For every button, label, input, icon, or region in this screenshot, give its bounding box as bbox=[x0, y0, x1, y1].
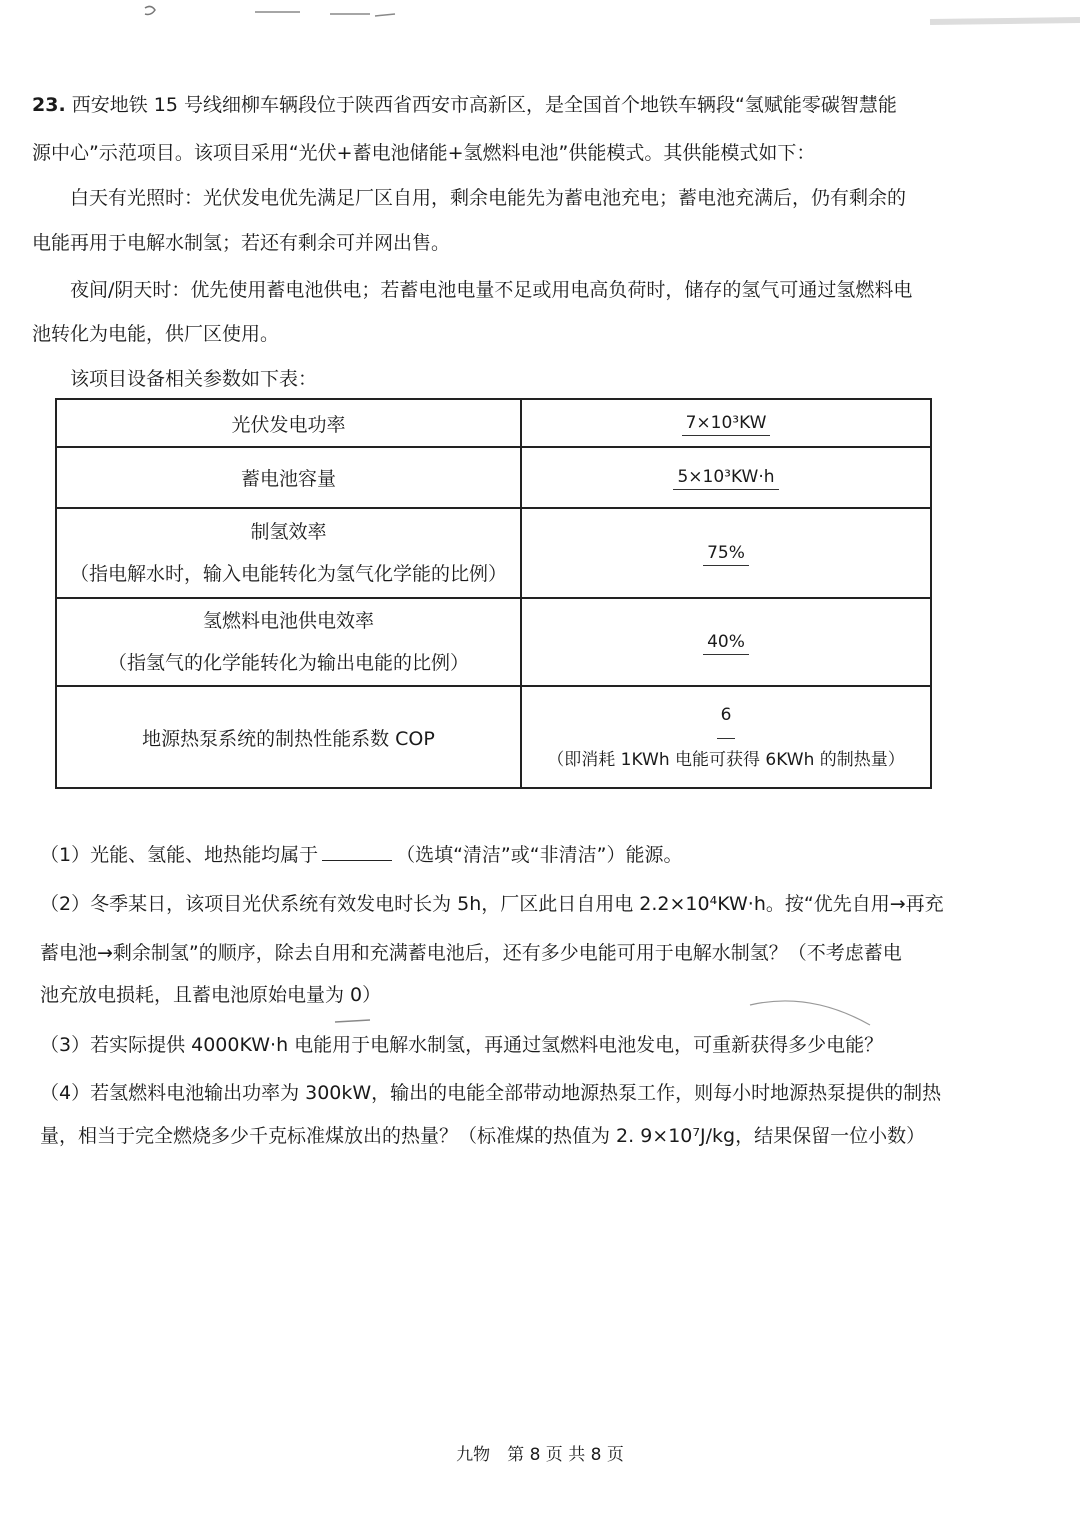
question-number: 23. bbox=[32, 94, 66, 116]
param-value: 7×10³KW bbox=[521, 399, 931, 447]
param-label: 氢燃料电池供电效率 （指氢气的化学能转化为输出电能的比例） bbox=[56, 598, 521, 686]
table-row bbox=[56, 399, 931, 447]
param-label: 制氢效率 （指电解水时，输入电能转化为氢气化学能的比例） bbox=[56, 508, 521, 598]
param-note: （指氢气的化学能转化为输出电能的比例） bbox=[107, 652, 469, 674]
table-row bbox=[56, 447, 931, 508]
night-line-2: 池转化为电能，供厂区使用。 bbox=[32, 323, 280, 345]
pen-mark bbox=[330, 1010, 380, 1030]
param-value: 40% bbox=[521, 598, 931, 686]
scan-edge-marks bbox=[0, 0, 1080, 30]
table-row bbox=[56, 686, 931, 788]
param-note: （指电解水时，输入电能转化为氢气化学能的比例） bbox=[69, 563, 507, 585]
page-footer: 九物 第 8 页 共 8 页 bbox=[456, 1445, 624, 1465]
intro-line-2: 源中心”示范项目。该项目采用“光伏+蓄电池储能+氢燃料电池”供能模式。其供能模式如下： bbox=[32, 142, 816, 164]
param-label: 蓄电池容量 bbox=[56, 447, 521, 508]
param-label: 光伏发电功率 bbox=[56, 399, 521, 447]
param-value-note: （即消耗 1KWh 电能可获得 6KWh 的制热量） bbox=[547, 750, 905, 770]
param-value: 6 （即消耗 1KWh 电能可获得 6KWh 的制热量） bbox=[521, 686, 931, 788]
subquestion-3: （3）若实际提供 4000KW·h 电能用于电解水制氢，再通过氢燃料电池发电，可重新获得多少电能？ bbox=[40, 1034, 884, 1056]
subquestion-2-line-1: （2）冬季某日，该项目光伏系统有效发电时长为 5h，厂区此日自用电 2.2×10⁴KW·h。按“优先自用→再充 bbox=[40, 893, 944, 915]
intro-line-1 bbox=[32, 93, 897, 117]
answer-blank[interactable] bbox=[322, 842, 392, 861]
pen-mark bbox=[740, 995, 880, 1035]
param-value: 75% bbox=[521, 508, 931, 598]
subquestion-2-line-3: 池充放电损耗，且蓄电池原始电量为 0） bbox=[40, 984, 382, 1006]
table-row bbox=[56, 598, 931, 686]
subquestion-1: （1）光能、氢能、地热能均属于 （选填“清洁”或“非清洁”）能源。 bbox=[40, 844, 683, 866]
param-value: 5×10³KW·h bbox=[521, 447, 931, 508]
daytime-line-1: 白天有光照时：光伏发电优先满足厂区自用，剩余电能先为蓄电池充电；蓄电池充满后，仍有剩余的 bbox=[70, 187, 907, 209]
intro-text-1: 西安地铁 15 号线细柳车辆段位于陕西省西安市高新区，是全国首个地铁车辆段“氢赋能零碳智慧能 bbox=[71, 94, 897, 116]
table-intro: 该项目设备相关参数如下表： bbox=[70, 368, 318, 390]
night-line-1: 夜间/阴天时：优先使用蓄电池供电；若蓄电池电量不足或用电高负荷时，储存的氢气可通过氢燃料电 bbox=[70, 279, 913, 301]
daytime-line-2: 电能再用于电解水制氢；若还有剩余可并网出售。 bbox=[32, 232, 451, 254]
subquestion-2-line-2: 蓄电池→剩余制氢”的顺序，除去自用和充满蓄电池后，还有多少电能可用于电解水制氢？（不考虑蓄电 bbox=[40, 942, 902, 964]
param-label: 地源热泵系统的制热性能系数 COP bbox=[56, 686, 521, 788]
parameter-table bbox=[55, 398, 932, 789]
subquestion-4-line-2: 量，相当于完全燃烧多少千克标准煤放出的热量？（标准煤的热值为 2. 9×10⁷J/kg，结果保留一位小数） bbox=[40, 1125, 926, 1147]
table-row bbox=[56, 508, 931, 598]
subquestion-4-line-1: （4）若氢燃料电池输出功率为 300kW，输出的电能全部带动地源热泵工作，则每小时地源热泵提供的制热 bbox=[40, 1082, 942, 1104]
